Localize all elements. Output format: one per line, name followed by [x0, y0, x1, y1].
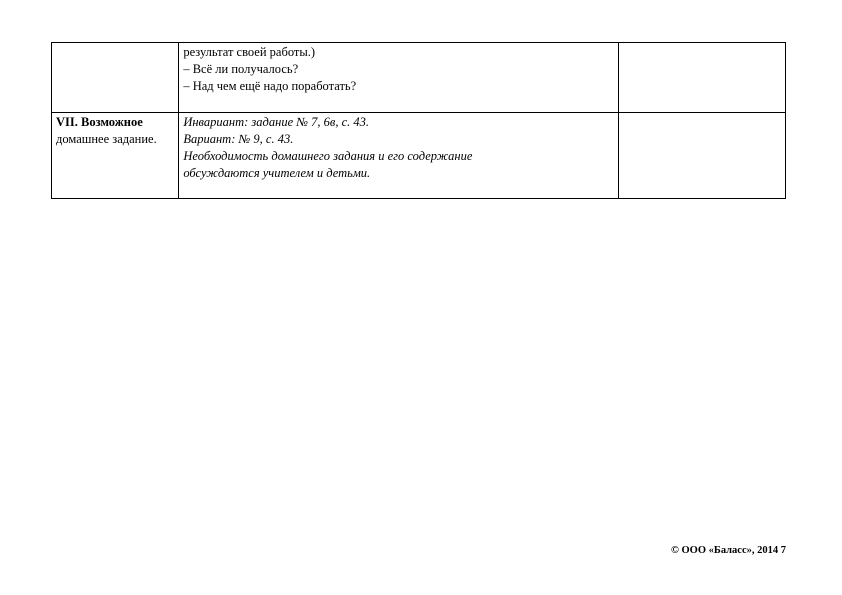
notes-cell [619, 43, 786, 113]
content-line: – Всё ли получалось? [183, 62, 299, 76]
content-line: Необходимость домашнего задания и его содержание [183, 149, 473, 163]
stage-cell [52, 113, 179, 199]
table-row [52, 113, 786, 199]
notes-cell [619, 113, 786, 199]
content-line: результат своей работы.) [183, 45, 316, 59]
page-footer: © ООО «Баласс», 2014 7 [671, 545, 786, 556]
content-line: Инвариант: задание № 7, 6в, с. 43. [183, 115, 369, 129]
stage-title-line: VII. Возможное [56, 115, 143, 129]
stage-title-line: домашнее задание. [56, 132, 157, 146]
content-cell [179, 113, 619, 199]
table-row [52, 43, 786, 113]
lesson-table [51, 42, 786, 199]
content-line: – Над чем ещё надо поработать? [183, 79, 357, 93]
content-line: обсуждаются учителем и детьми. [183, 166, 371, 180]
content-line: Вариант: № 9, с. 43. [183, 132, 294, 146]
content-cell [179, 43, 619, 113]
stage-cell [52, 43, 179, 113]
